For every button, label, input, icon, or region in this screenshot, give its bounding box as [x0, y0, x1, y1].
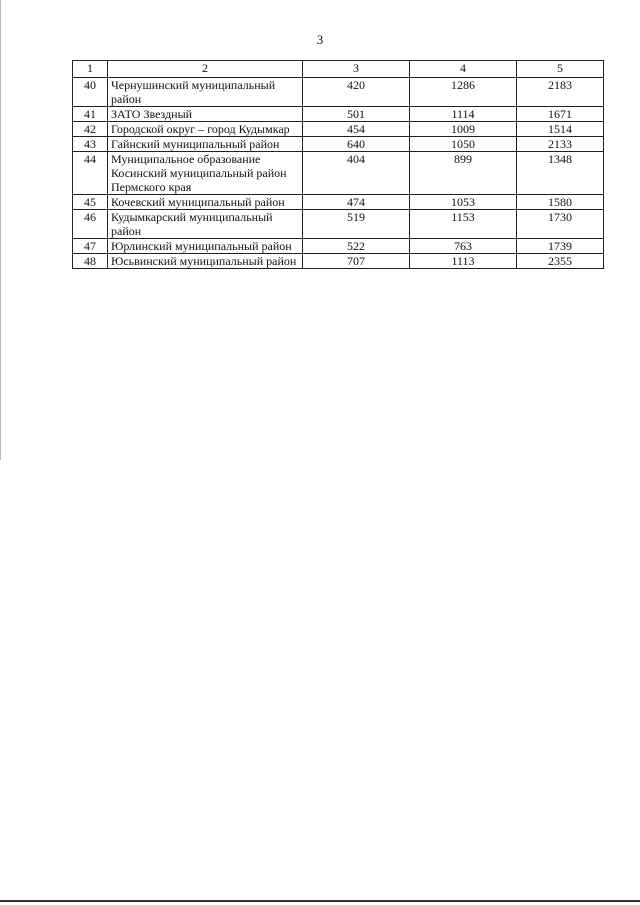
value-col-3: 474 — [303, 195, 410, 210]
row-number: 48 — [73, 254, 108, 269]
header-col-3: 3 — [303, 61, 410, 78]
table-row — [73, 195, 604, 210]
row-number: 43 — [73, 137, 108, 152]
municipality-name: Муниципальное образование Косинский муниципальный район Пермского края — [108, 152, 303, 195]
value-col-5: 2183 — [517, 78, 604, 107]
municipality-name: Гайнский муниципальный район — [108, 137, 303, 152]
bottom-edge-line — [0, 900, 640, 902]
table-row — [73, 254, 604, 269]
table-row — [73, 122, 604, 137]
value-col-5: 1739 — [517, 239, 604, 254]
data-table — [72, 60, 604, 269]
row-number: 41 — [73, 107, 108, 122]
value-col-5: 1730 — [517, 210, 604, 239]
value-col-4: 1153 — [410, 210, 517, 239]
row-number: 46 — [73, 210, 108, 239]
value-col-3: 522 — [303, 239, 410, 254]
table-header-row — [73, 61, 604, 78]
header-col-1: 1 — [73, 61, 108, 78]
municipality-name: Кочевский муниципальный район — [108, 195, 303, 210]
row-number: 44 — [73, 152, 108, 195]
header-col-5: 5 — [517, 61, 604, 78]
value-col-3: 404 — [303, 152, 410, 195]
municipality-name: Юрлинский муниципальный район — [108, 239, 303, 254]
table-row — [73, 239, 604, 254]
header-col-4: 4 — [410, 61, 517, 78]
header-col-2: 2 — [108, 61, 303, 78]
value-col-4: 763 — [410, 239, 517, 254]
table-row — [73, 137, 604, 152]
table-row — [73, 78, 604, 107]
row-number: 40 — [73, 78, 108, 107]
municipality-name: Чернушинский муниципальный район — [108, 78, 303, 107]
table-body — [73, 78, 604, 269]
page-number: 3 — [316, 32, 324, 47]
value-col-5: 1348 — [517, 152, 604, 195]
value-col-5: 2133 — [517, 137, 604, 152]
municipality-name: Кудымкарский муниципальный район — [108, 210, 303, 239]
value-col-5: 2355 — [517, 254, 604, 269]
value-col-4: 1009 — [410, 122, 517, 137]
row-number: 42 — [73, 122, 108, 137]
value-col-3: 420 — [303, 78, 410, 107]
value-col-4: 1114 — [410, 107, 517, 122]
row-number: 47 — [73, 239, 108, 254]
scan-edge-mark — [0, 0, 1, 460]
table-row — [73, 152, 604, 195]
value-col-4: 1113 — [410, 254, 517, 269]
value-col-4: 1050 — [410, 137, 517, 152]
value-col-4: 1286 — [410, 78, 517, 107]
value-col-4: 1053 — [410, 195, 517, 210]
value-col-5: 1671 — [517, 107, 604, 122]
value-col-3: 707 — [303, 254, 410, 269]
value-col-3: 454 — [303, 122, 410, 137]
municipality-name: Юсьвинский муниципальный район — [108, 254, 303, 269]
value-col-3: 519 — [303, 210, 410, 239]
table-row — [73, 107, 604, 122]
value-col-3: 501 — [303, 107, 410, 122]
row-number: 45 — [73, 195, 108, 210]
value-col-5: 1514 — [517, 122, 604, 137]
municipality-name: Городской округ – город Кудымкар — [108, 122, 303, 137]
value-col-4: 899 — [410, 152, 517, 195]
table-row — [73, 210, 604, 239]
value-col-5: 1580 — [517, 195, 604, 210]
municipality-name: ЗАТО Звездный — [108, 107, 303, 122]
value-col-3: 640 — [303, 137, 410, 152]
